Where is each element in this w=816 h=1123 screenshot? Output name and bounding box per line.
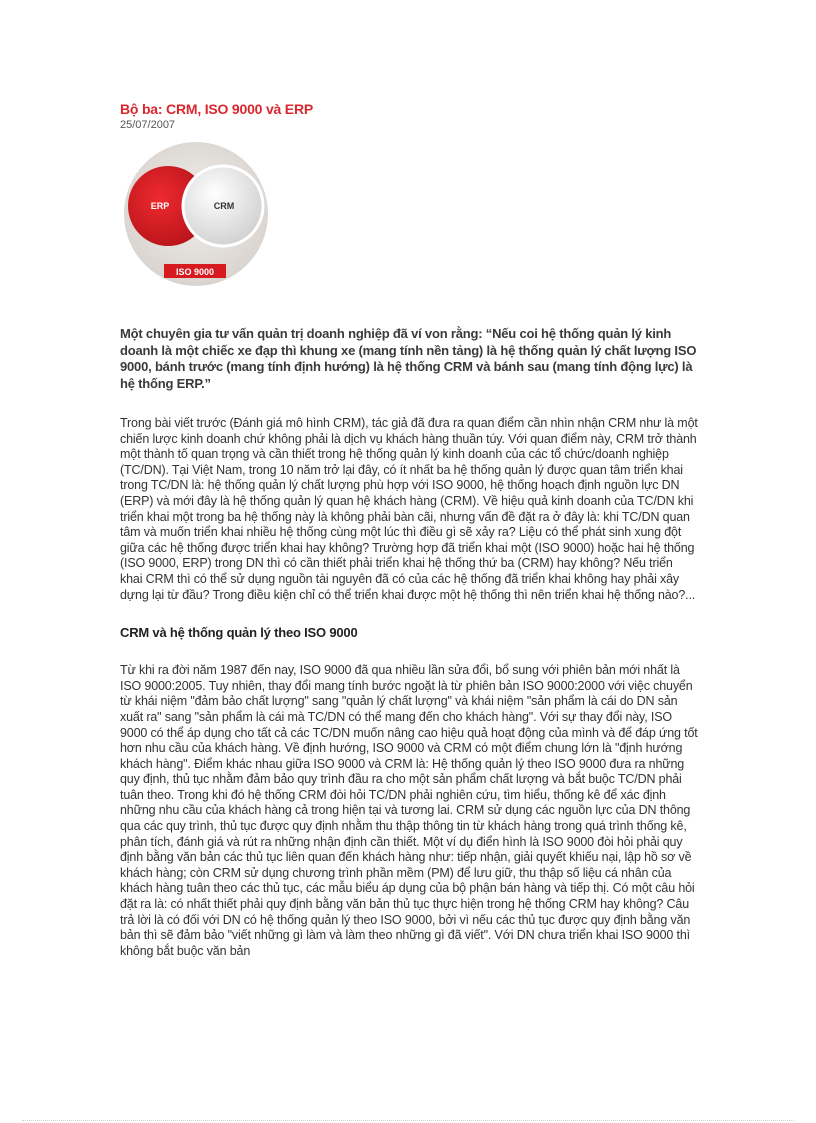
iso-label: ISO 9000	[175, 267, 215, 277]
article-date: 25/07/2007	[120, 119, 176, 131]
crm-iso-erp-logo	[120, 136, 272, 288]
section-heading: CRM và hệ thống quản lý theo ISO 9000	[120, 625, 358, 641]
article-title: Bộ ba: CRM, ISO 9000 và ERP	[120, 101, 313, 117]
article-paragraph: Từ khi ra đời năm 1987 đến nay, ISO 9000 đã qua nhiều lần sửa đổi, bổ sung với phiên bản mới nhất là ISO 9000:2005. Tuy nhiên, thay đổi mang tính bước ngoặt là từ phiên bản ISO 9000:2000 với việc chuyển từ khái niệm "đảm bảo chất lượng" sang "quản lý chất lượng" và khái niệm "sản phẩm là cái do DN sản xuất ra" sang "sản phẩm là cái mà TC/DN có thể mang đến cho khách hàng". Với sự thay đổi này, ISO 9000 có thể áp dụng cho tất cả các TC/DN muốn nâng cao hiệu quả hoạt động của mình và để đáp ứng tốt hơn nhu cầu của khách hàng. Về định hướng, ISO 9000 và CRM có một điểm chung lớn là "định hướng khách hàng". Điểm khác nhau giữa ISO 9000 và CRM là: Hệ thống quản lý theo ISO 9000 đưa ra những quy định, thủ tục nhằm đảm bảo quy trình đầu ra cho một sản phẩm chất lượng và bắt buộc TC/DN phải tuân theo. Trong khi đó hệ thống CRM đòi hỏi TC/DN phải nghiên cứu, tìm hiểu, thống kê để xác định những nhu cầu của khách hàng cả trong hiện tại và tương lai. CRM sử dụng các nguồn lực của DN thông qua các quy trình, thủ tục được quy định nhằm thu thập thông tin từ khách hàng trong quá trình thống kê, phân tích, đánh giá và rút ra những nhận định cần thiết. Một ví dụ điển hình là ISO 9000 đòi hỏi phải quy định bằng văn bản các thủ tục liên quan đến khách hàng như: tiếp nhận, giải quyết khiếu nại, lập hồ sơ về khách hàng; còn CRM sử dụng chương trình phần mềm (PM) để lưu giữ, thu thập số liệu cá nhân của khách hàng tuân theo các thủ tục, các mẫu biểu áp dụng của bộ phận bán hàng và tiếp thị. Có một câu hỏi đặt ra là: có nhất thiết phải quy định bằng văn bản thủ tục thực hiện trong hệ thống CRM hay không? Câu trả lời là có đối với DN có hệ thống quản lý theo ISO 9000, bởi vì nếu các thủ tục được quy định bằng văn bản thì sẽ đảm bảo "viết những gì làm và làm theo những gì đã viết". Với DN chưa triển khai ISO 9000 thì không bắt buộc văn bản	[120, 663, 698, 958]
erp-label: ERP	[150, 201, 170, 211]
logo-graphic	[120, 136, 272, 288]
crm-label: CRM	[213, 201, 235, 211]
article-paragraph: Trong bài viết trước (Đánh giá mô hình CRM), tác giả đã đưa ra quan điểm cần nhìn nhận CRM như là một chiến lược kinh doanh chứ không phải là dịch vụ khách hàng thuần túy. Với quan điểm này, CRM trở thành một thành tố quan trọng và cần thiết trong hệ thống quản lý kinh doanh của các tổ chức/doanh nghiệp (TC/DN). Tại Việt Nam, trong 10 năm trở lại đây, có ít nhất ba hệ thống quản lý được quan tâm triển khai trong TC/DN là: hệ thống quản lý chất lượng phù hợp với ISO 9000, hệ thống hoạch định nguồn lực DN (ERP) và mới đây là hệ thống quản lý quan hệ khách hàng (CRM). Về hiệu quả kinh doanh của TC/DN khi triển khai một trong ba hệ thống này là không phải bàn cãi, nhưng vấn đề đặt ra ở đây là: khi TC/DN quan tâm và muốn triển khai nhiều hệ thống cùng một lúc thì điều gì sẽ xảy ra? Liệu có thể phát sinh xung đột giữa các hệ thống được triển khai hay không? Trường hợp đã triển khai một (ISO 9000) hoặc hai hệ thống (ISO 9000, ERP) trong DN thì có cần thiết phải triển khai hệ thống thứ ba (CRM) hay không? Nếu triển khai CRM thì có thể sử dụng nguồn tài nguyên đã có của các hệ thống đã triển khai không hay phải xây dựng lại từ đầu? Trong điều kiện chỉ có thể triển khai được một hệ thống thì nên triển khai hệ thống nào?...	[120, 416, 698, 602]
article-lead: Một chuyên gia tư vấn quản trị doanh nghiệp đã ví von rằng: “Nếu coi hệ thống quản lý kinh doanh là một chiếc xe đạp thì khung xe (mang tính nền tảng) là hệ thống quản lý chất lượng ISO 9000, bánh trước (mang tính định hướng) là hệ thống CRM và bánh sau (mang tính động lực) là hệ thống ERP.”	[120, 326, 697, 391]
article	[120, 100, 698, 959]
page-bottom-divider	[22, 1120, 794, 1121]
